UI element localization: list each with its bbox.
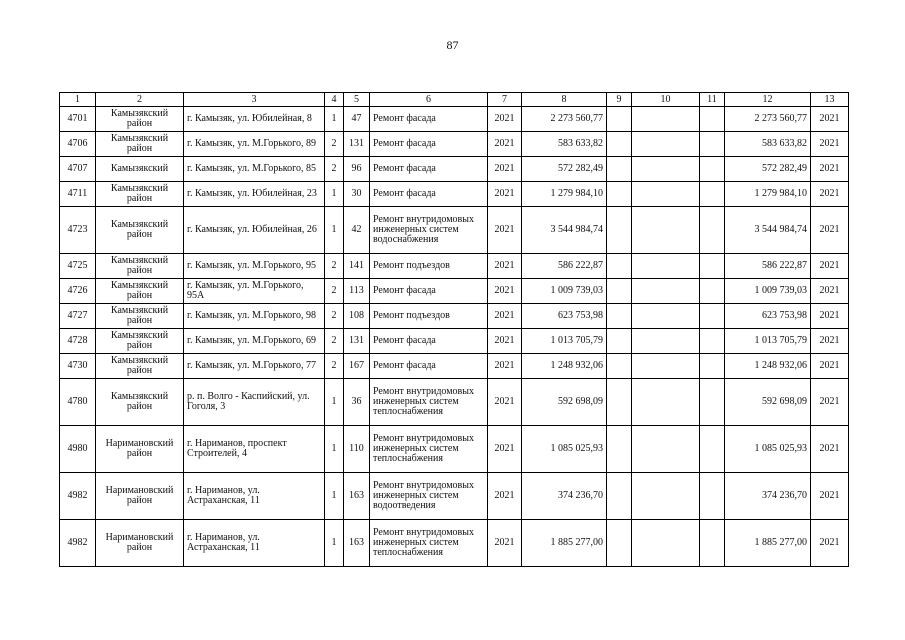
- district-cell: Камызякский район: [96, 354, 184, 379]
- col11-cell: [700, 520, 725, 567]
- column-number-6: 6: [370, 93, 488, 107]
- col11-cell: [700, 254, 725, 279]
- total-cell: 1 885 277,00: [725, 520, 811, 567]
- col10-cell: [632, 279, 700, 304]
- total-cell: 586 222,87: [725, 254, 811, 279]
- col10-cell: [632, 379, 700, 426]
- col9-cell: [607, 207, 632, 254]
- amount-cell: 3 544 984,74: [522, 207, 607, 254]
- district-cell: Камызякский район: [96, 207, 184, 254]
- col10-cell: [632, 182, 700, 207]
- col5-cell: 47: [344, 107, 370, 132]
- col10-cell: [632, 426, 700, 473]
- end-year-cell: 2021: [811, 207, 849, 254]
- col4-cell: 2: [325, 254, 344, 279]
- address-cell: г. Камызяк, ул. М.Горького, 98: [184, 304, 325, 329]
- address-cell: г. Камызяк, ул. М.Горького, 85: [184, 157, 325, 182]
- year-cell: 2021: [488, 304, 522, 329]
- col11-cell: [700, 157, 725, 182]
- table-row: [60, 207, 849, 254]
- end-year-cell: 2021: [811, 473, 849, 520]
- amount-cell: 1 009 739,03: [522, 279, 607, 304]
- col5-cell: 108: [344, 304, 370, 329]
- address-cell: г. Камызяк, ул. М.Горького, 95: [184, 254, 325, 279]
- column-number-9: 9: [607, 93, 632, 107]
- table-row: [60, 182, 849, 207]
- col4-cell: 2: [325, 279, 344, 304]
- total-cell: 2 273 560,77: [725, 107, 811, 132]
- district-cell: Камызякский район: [96, 379, 184, 426]
- year-cell: 2021: [488, 520, 522, 567]
- row-id: 4711: [60, 182, 96, 207]
- total-cell: 592 698,09: [725, 379, 811, 426]
- total-cell: 572 282,49: [725, 157, 811, 182]
- col10-cell: [632, 207, 700, 254]
- total-cell: 1 009 739,03: [725, 279, 811, 304]
- col11-cell: [700, 207, 725, 254]
- address-cell: г. Нариманов, ул. Астраханская, 11: [184, 473, 325, 520]
- address-cell: г. Камызяк, ул. М.Горького, 95А: [184, 279, 325, 304]
- end-year-cell: 2021: [811, 182, 849, 207]
- col5-cell: 36: [344, 379, 370, 426]
- year-cell: 2021: [488, 132, 522, 157]
- total-cell: 1 013 705,79: [725, 329, 811, 354]
- address-cell: г. Камызяк, ул. М.Горького, 69: [184, 329, 325, 354]
- row-id: 4982: [60, 520, 96, 567]
- col10-cell: [632, 473, 700, 520]
- table-row: [60, 157, 849, 182]
- col11-cell: [700, 379, 725, 426]
- col9-cell: [607, 379, 632, 426]
- row-id: 4725: [60, 254, 96, 279]
- row-id: 4982: [60, 473, 96, 520]
- col9-cell: [607, 182, 632, 207]
- end-year-cell: 2021: [811, 279, 849, 304]
- end-year-cell: 2021: [811, 132, 849, 157]
- col9-cell: [607, 304, 632, 329]
- col11-cell: [700, 354, 725, 379]
- column-number-8: 8: [522, 93, 607, 107]
- col10-cell: [632, 329, 700, 354]
- amount-cell: 1 248 932,06: [522, 354, 607, 379]
- end-year-cell: 2021: [811, 304, 849, 329]
- col4-cell: 1: [325, 379, 344, 426]
- column-number-4: 4: [325, 93, 344, 107]
- col4-cell: 1: [325, 520, 344, 567]
- address-cell: г. Камызяк, ул. Юбилейная, 23: [184, 182, 325, 207]
- table-body: [60, 93, 849, 567]
- col10-cell: [632, 132, 700, 157]
- col9-cell: [607, 426, 632, 473]
- district-cell: Камызякский район: [96, 107, 184, 132]
- amount-cell: 374 236,70: [522, 473, 607, 520]
- district-cell: Камызякский район: [96, 182, 184, 207]
- col10-cell: [632, 254, 700, 279]
- year-cell: 2021: [488, 107, 522, 132]
- column-number-11: 11: [700, 93, 725, 107]
- col5-cell: 110: [344, 426, 370, 473]
- col5-cell: 30: [344, 182, 370, 207]
- year-cell: 2021: [488, 379, 522, 426]
- year-cell: 2021: [488, 426, 522, 473]
- year-cell: 2021: [488, 254, 522, 279]
- row-id: 4701: [60, 107, 96, 132]
- row-id: 4707: [60, 157, 96, 182]
- work-type-cell: Ремонт внутридомовых инженерных систем водоснабжения: [370, 207, 488, 254]
- work-type-cell: Ремонт внутридомовых инженерных систем теплоснабжения: [370, 520, 488, 567]
- col4-cell: 1: [325, 473, 344, 520]
- total-cell: 1 085 025,93: [725, 426, 811, 473]
- district-cell: Наримановский район: [96, 520, 184, 567]
- table-row: [60, 254, 849, 279]
- column-number-13: 13: [811, 93, 849, 107]
- year-cell: 2021: [488, 473, 522, 520]
- col5-cell: 131: [344, 329, 370, 354]
- col11-cell: [700, 132, 725, 157]
- amount-cell: 1 885 277,00: [522, 520, 607, 567]
- col4-cell: 1: [325, 207, 344, 254]
- district-cell: Камызякский: [96, 157, 184, 182]
- column-number-12: 12: [725, 93, 811, 107]
- col4-cell: 2: [325, 329, 344, 354]
- work-type-cell: Ремонт внутридомовых инженерных систем водоотведения: [370, 473, 488, 520]
- amount-cell: 1 085 025,93: [522, 426, 607, 473]
- column-number-5: 5: [344, 93, 370, 107]
- end-year-cell: 2021: [811, 520, 849, 567]
- year-cell: 2021: [488, 157, 522, 182]
- col9-cell: [607, 279, 632, 304]
- year-cell: 2021: [488, 279, 522, 304]
- col4-cell: 2: [325, 157, 344, 182]
- col5-cell: 113: [344, 279, 370, 304]
- col5-cell: 42: [344, 207, 370, 254]
- row-id: 4727: [60, 304, 96, 329]
- year-cell: 2021: [488, 329, 522, 354]
- amount-cell: 1 013 705,79: [522, 329, 607, 354]
- total-cell: 583 633,82: [725, 132, 811, 157]
- amount-cell: 623 753,98: [522, 304, 607, 329]
- district-cell: Камызякский район: [96, 132, 184, 157]
- work-type-cell: Ремонт подъездов: [370, 304, 488, 329]
- table-row: [60, 304, 849, 329]
- work-type-cell: Ремонт фасада: [370, 354, 488, 379]
- col11-cell: [700, 426, 725, 473]
- col4-cell: 1: [325, 182, 344, 207]
- work-type-cell: Ремонт фасада: [370, 157, 488, 182]
- column-number-row: [60, 93, 849, 107]
- col9-cell: [607, 329, 632, 354]
- work-type-cell: Ремонт внутридомовых инженерных систем теплоснабжения: [370, 379, 488, 426]
- amount-cell: 2 273 560,77: [522, 107, 607, 132]
- col10-cell: [632, 520, 700, 567]
- col4-cell: 1: [325, 426, 344, 473]
- address-cell: г. Камызяк, ул. М.Горького, 77: [184, 354, 325, 379]
- column-number-3: 3: [184, 93, 325, 107]
- column-number-7: 7: [488, 93, 522, 107]
- end-year-cell: 2021: [811, 426, 849, 473]
- total-cell: 1 279 984,10: [725, 182, 811, 207]
- work-type-cell: Ремонт фасада: [370, 329, 488, 354]
- col11-cell: [700, 107, 725, 132]
- district-cell: Камызякский район: [96, 254, 184, 279]
- table-row: [60, 329, 849, 354]
- address-cell: г. Нариманов, проспект Строителей, 4: [184, 426, 325, 473]
- col5-cell: 96: [344, 157, 370, 182]
- amount-cell: 572 282,49: [522, 157, 607, 182]
- year-cell: 2021: [488, 182, 522, 207]
- col10-cell: [632, 304, 700, 329]
- col9-cell: [607, 254, 632, 279]
- table-row: [60, 132, 849, 157]
- col5-cell: 163: [344, 520, 370, 567]
- col4-cell: 1: [325, 107, 344, 132]
- work-type-cell: Ремонт фасада: [370, 182, 488, 207]
- address-cell: р. п. Волго - Каспийский, ул. Гоголя, 3: [184, 379, 325, 426]
- table-row: [60, 473, 849, 520]
- col4-cell: 2: [325, 304, 344, 329]
- work-type-cell: Ремонт внутридомовых инженерных систем теплоснабжения: [370, 426, 488, 473]
- total-cell: 1 248 932,06: [725, 354, 811, 379]
- end-year-cell: 2021: [811, 379, 849, 426]
- district-cell: Камызякский район: [96, 304, 184, 329]
- total-cell: 623 753,98: [725, 304, 811, 329]
- col9-cell: [607, 107, 632, 132]
- col5-cell: 163: [344, 473, 370, 520]
- row-id: 4730: [60, 354, 96, 379]
- table-row: [60, 279, 849, 304]
- col4-cell: 2: [325, 132, 344, 157]
- total-cell: 3 544 984,74: [725, 207, 811, 254]
- col9-cell: [607, 132, 632, 157]
- column-number-2: 2: [96, 93, 184, 107]
- amount-cell: 583 633,82: [522, 132, 607, 157]
- work-type-cell: Ремонт фасада: [370, 279, 488, 304]
- year-cell: 2021: [488, 207, 522, 254]
- district-cell: Камызякский район: [96, 329, 184, 354]
- column-number-10: 10: [632, 93, 700, 107]
- table-row: [60, 520, 849, 567]
- year-cell: 2021: [488, 354, 522, 379]
- col9-cell: [607, 473, 632, 520]
- amount-cell: 1 279 984,10: [522, 182, 607, 207]
- row-id: 4780: [60, 379, 96, 426]
- col11-cell: [700, 473, 725, 520]
- col10-cell: [632, 107, 700, 132]
- col9-cell: [607, 157, 632, 182]
- table-row: [60, 354, 849, 379]
- amount-cell: 586 222,87: [522, 254, 607, 279]
- col10-cell: [632, 157, 700, 182]
- col11-cell: [700, 329, 725, 354]
- address-cell: г. Камызяк, ул. Юбилейная, 26: [184, 207, 325, 254]
- end-year-cell: 2021: [811, 157, 849, 182]
- col9-cell: [607, 354, 632, 379]
- end-year-cell: 2021: [811, 254, 849, 279]
- address-cell: г. Камызяк, ул. Юбилейная, 8: [184, 107, 325, 132]
- table-row: [60, 379, 849, 426]
- work-type-cell: Ремонт фасада: [370, 107, 488, 132]
- district-cell: Наримановский район: [96, 426, 184, 473]
- district-cell: Наримановский район: [96, 473, 184, 520]
- col5-cell: 131: [344, 132, 370, 157]
- col4-cell: 2: [325, 354, 344, 379]
- work-type-cell: Ремонт фасада: [370, 132, 488, 157]
- column-number-1: 1: [60, 93, 96, 107]
- total-cell: 374 236,70: [725, 473, 811, 520]
- col5-cell: 141: [344, 254, 370, 279]
- col11-cell: [700, 304, 725, 329]
- row-id: 4980: [60, 426, 96, 473]
- address-cell: г. Камызяк, ул. М.Горького, 89: [184, 132, 325, 157]
- table-row: [60, 426, 849, 473]
- col10-cell: [632, 354, 700, 379]
- row-id: 4728: [60, 329, 96, 354]
- col5-cell: 167: [344, 354, 370, 379]
- col11-cell: [700, 182, 725, 207]
- work-type-cell: Ремонт подъездов: [370, 254, 488, 279]
- amount-cell: 592 698,09: [522, 379, 607, 426]
- address-cell: г. Нариманов, ул. Астраханская, 11: [184, 520, 325, 567]
- table-row: [60, 107, 849, 132]
- end-year-cell: 2021: [811, 107, 849, 132]
- end-year-cell: 2021: [811, 329, 849, 354]
- district-cell: Камызякский район: [96, 279, 184, 304]
- col11-cell: [700, 279, 725, 304]
- row-id: 4706: [60, 132, 96, 157]
- row-id: 4723: [60, 207, 96, 254]
- end-year-cell: 2021: [811, 354, 849, 379]
- col9-cell: [607, 520, 632, 567]
- page-number: 87: [446, 38, 459, 52]
- repair-registry-table: [59, 92, 849, 567]
- row-id: 4726: [60, 279, 96, 304]
